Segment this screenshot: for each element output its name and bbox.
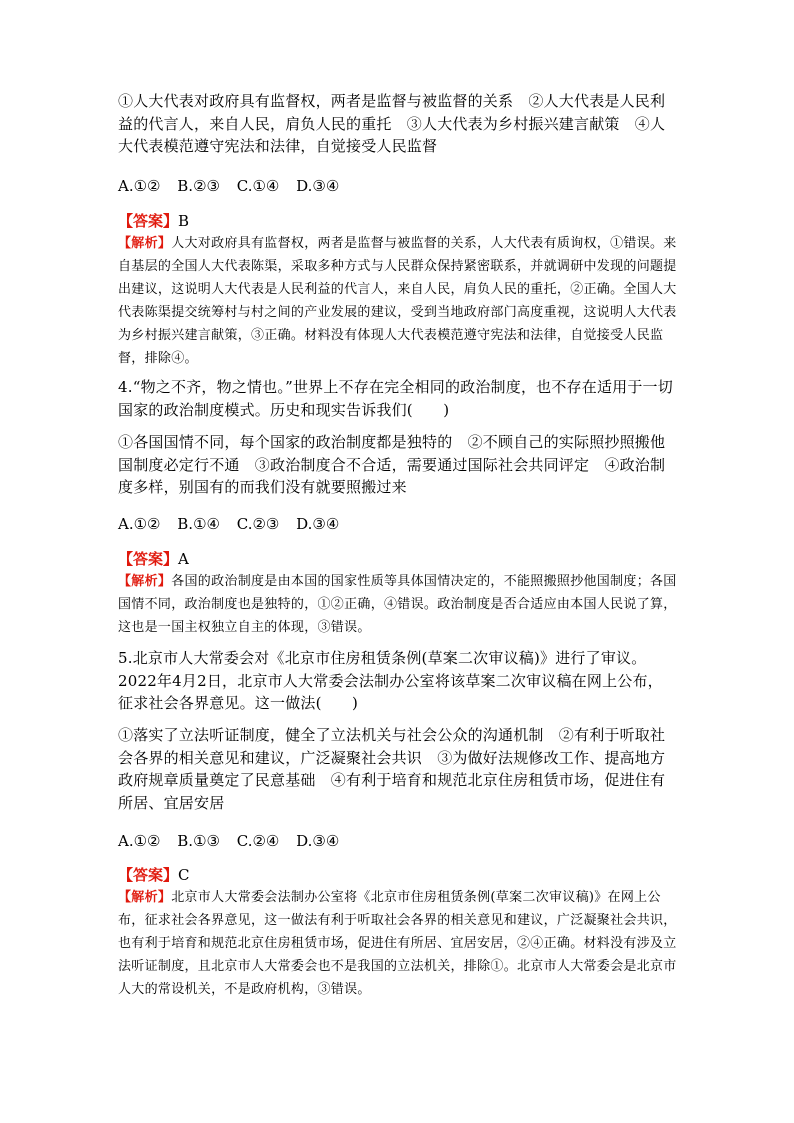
q3-option-b: B.②③ xyxy=(177,177,220,195)
q5-answer xyxy=(118,864,678,886)
q4-analysis xyxy=(118,570,678,639)
q3-option-a: A.①② xyxy=(118,177,161,195)
q4-stem: 4.“物之不齐，物之情也。”世界上不存在完全相同的政治制度，也不存在适用于一切国家的政治制度模式。历史和现实告诉我们( ) xyxy=(118,378,673,419)
q3-statements: ①人大代表对政府具有监督权，两者是监督与被监督的关系 ②人大代表是人民利益的代言人，来自人民，肩负人民的重托 ③人大代表为乡村振兴建言献策 ④人大代表模范遵守宪法和法律，自觉接受人民监督 xyxy=(118,92,666,155)
q4-analysis-label: 【解析】 xyxy=(118,574,172,589)
q4-option-d: D.③④ xyxy=(296,515,340,533)
q3-answer xyxy=(118,210,678,232)
q4-answer-value: A xyxy=(178,550,189,568)
q5-analysis xyxy=(118,886,678,1001)
q3-answer-value: B xyxy=(178,212,190,230)
q5-options xyxy=(118,830,678,852)
q3-option-d: D.③④ xyxy=(296,177,340,195)
q3-analysis-label: 【解析】 xyxy=(118,236,172,251)
q5-answer-value: C xyxy=(178,866,190,884)
q5-stem: 5.北京市人大常委会对《北京市住房租赁条例(草案二次审议稿)》进行了审议。2022年4月2日，北京市人大常委会法制办公室将该草案二次审议稿在网上公布，征求社会各界意见。这一做法( ) xyxy=(118,649,663,712)
q3-analysis-text: 人大对政府具有监督权，两者是监督与被监督的关系，人大代表有质询权，①错误。来自基层的全国人大代表陈渠，采取多种方式与人民群众保持紧密联系，并就调研中发现的问题提出建议，这说明人大代表是人民利益的代言人，来自人民，肩负人民的重托，②正确。全国人大代表陈渠提交统筹村与村之间的产业发展的建议，受到当地政府部门高度重视，这说明人大代表为乡村振兴建言献策，③正确。材料没有体现人大代表模范遵守宪法和法律，自觉接受人民监督，排除④。 xyxy=(118,236,677,366)
q3-options xyxy=(118,175,678,197)
q5-analysis-text: 北京市人大常委会法制办公室将《北京市住房租赁条例(草案二次审议稿)》在网上公布，征求社会各界意见，这一做法有利于听取社会各界的相关意见和建议，广泛凝聚社会共识，也有利于培育和规范北京住房租赁市场，促进住有所居、宜居安居，②④正确。材料没有涉及立法听证制度，且北京市人大常委会也不是我国的立法机关，排除①。北京市人大常委会是北京市人大的常设机关，不是政府机构，③错误。 xyxy=(118,890,677,997)
q3-analysis xyxy=(118,232,678,370)
q5-option-b: B.①③ xyxy=(177,832,220,850)
q4-options xyxy=(118,513,678,535)
q3-option-c: C.①④ xyxy=(236,177,280,195)
q5-option-d: D.③④ xyxy=(296,832,340,850)
q4-option-b: B.①④ xyxy=(177,515,220,533)
q3-answer-label: 【答案】 xyxy=(118,212,179,230)
q5-option-c: C.②④ xyxy=(236,832,280,850)
q5-answer-label: 【答案】 xyxy=(118,866,179,884)
q4-analysis-text: 各国的政治制度是由本国的国家性质等具体国情决定的，不能照搬照抄他国制度；各国国情不同，政治制度也是独特的，①②正确，④错误。政治制度是否合适应由本国人民说了算，这也是一国主权独立自主的体现，③错误。 xyxy=(118,574,677,635)
q5-analysis-label: 【解析】 xyxy=(118,890,172,905)
q5-option-a: A.①② xyxy=(118,832,161,850)
q4-answer xyxy=(118,548,678,570)
q4-answer-label: 【答案】 xyxy=(118,550,179,568)
q4-option-a: A.①② xyxy=(118,515,161,533)
q4-statements: ①各国国情不同，每个国家的政治制度都是独特的 ②不顾自己的实际照抄照搬他国制度必定行不通 ③政治制度合不合适，需要通过国际社会共同评定 ④政治制度多样，别国有的而我们没有就要照搬过来 xyxy=(118,433,666,496)
q4-option-c: C.②③ xyxy=(236,515,280,533)
q5-statements: ①落实了立法听证制度，健全了立法机关与社会公众的沟通机制 ②有利于听取社会各界的相关意见和建议，广泛凝聚社会共识 ③为做好法规修改工作、提高地方政府规章质量奠定了民意基础 ④有利于培育和规范北京住房租赁市场，促进住有所居、宜居安居 xyxy=(118,726,666,812)
